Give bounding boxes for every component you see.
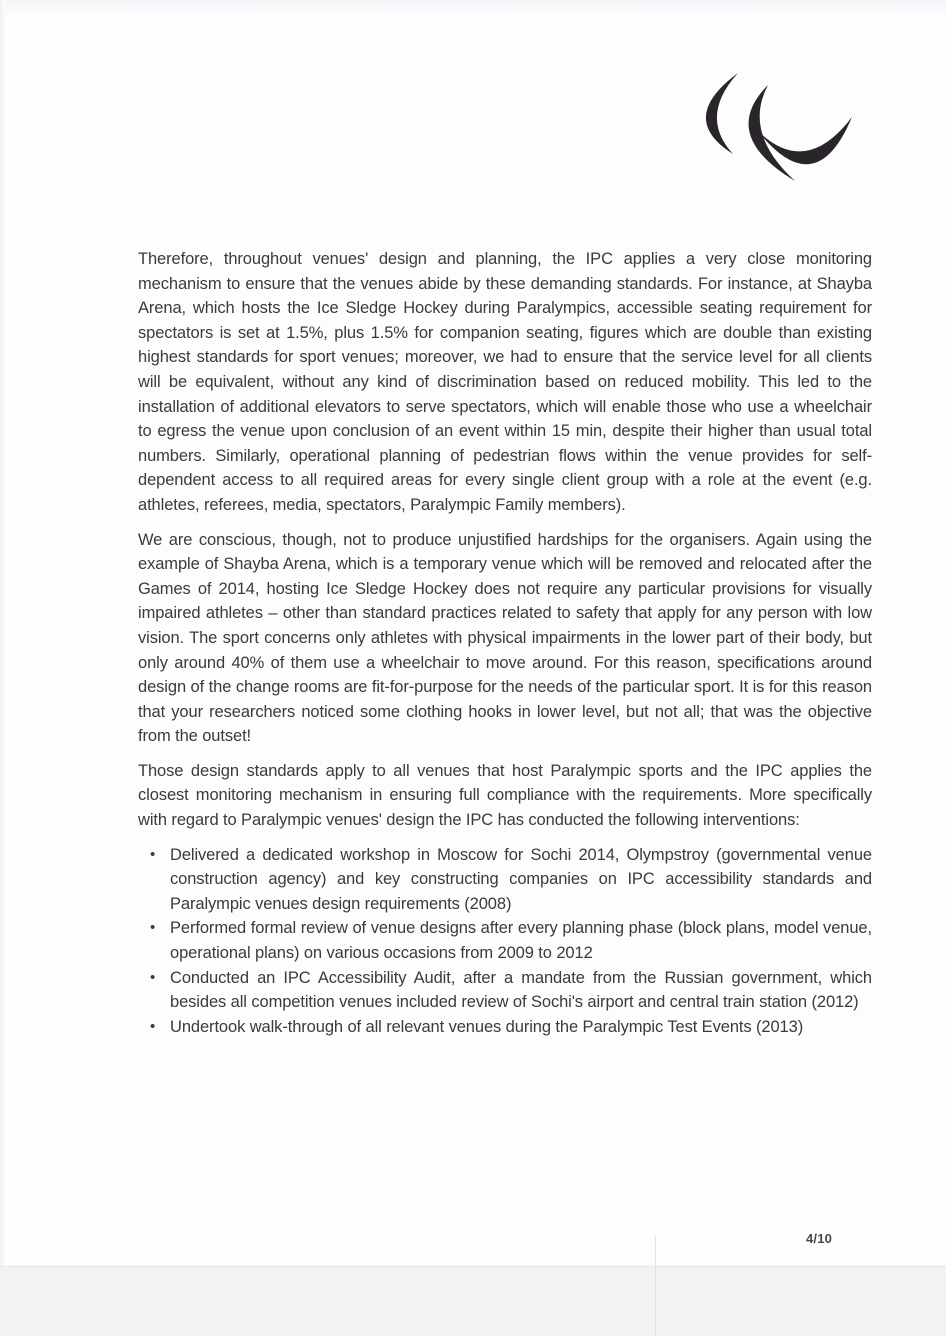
scan-edge-bottom [0,1266,946,1336]
agito-left [706,73,738,154]
bullet-marker: • [150,845,156,863]
scan-edge-left [0,0,6,1336]
bullet-text: Conducted an IPC Accessibility Audit, after a mandate from the Russian government, which besides all competition venues included review of Sochi's airport and central train station (2012) [170,968,872,1012]
page-number: 4/10 [806,1231,833,1246]
bullet-text: Delivered a dedicated workshop in Moscow for Sochi 2014, Olympstroy (governmental venue construction agency) and key constructing companies on IPC accessibility standards and Paralympic venues design requirements (2008) [170,845,872,913]
letter-body [138,247,872,1039]
scan-artifact-line [655,1236,656,1336]
bullet-text: Performed formal review of venue designs after every planning phase (block plans, model venue, operational plans) on various occasions from 2009 to 2012 [170,919,872,963]
agito-middle [749,85,795,181]
bullet-marker: • [150,968,156,986]
bullet-text: Undertook walk-through of all relevant venues during the Paralympic Test Events (2013) [170,1017,804,1036]
bullet-marker: • [150,919,156,937]
list-item-accessibility-audit [150,966,872,1015]
paragraph-design-standards: Those design standards apply to all venues that host Paralympic sports and the IPC applies the closest monitoring mechanism in ensuring full compliance with the requirements. More specifically with regard to Paralympic venues' design the IPC has conducted the following interventions: [138,761,872,830]
scan-edge-top [0,0,946,14]
paragraph-monitoring: Therefore, throughout venues' design and planning, the IPC applies a very close monitoring mechanism to ensure that the venues abide by these demanding standards. For instance, at Shayba Arena, which hosts the Ice Sledge Hockey during Paralympics, accessible seating requirement for spectators is set at 1.5%, plus 1.5% for companion seating, figures which are double than existing highest standards for sport venues; moreover, we had to ensure that the service level for all clients will be equivalent, without any kind of discrimination based on reduced mobility. This led to the installation of additional elevators to serve spectators, which will enable those who use a wheelchair to egress the venue upon conclusion of an event within 15 min, despite their higher than usual total numbers. Similarly, operational planning of pedestrian flows within the venue provides for self-dependent access to all required areas for every single client group with a role at the event (e.g. athletes, referees, media, spectators, Paralympic Family members). [138,250,872,514]
paragraph-hardships: We are conscious, though, not to produce unjustified hardships for the organisers. Again using the example of Shayba Arena, which is a temporary venue which will be removed and relocated after the Games of 2014, hosting Ice Sledge Hockey does not require any particular provisions for visually impaired athletes – other than standard practices related to safety that apply for any person with low vision. The sport concerns only athletes with physical impairments in the lower part of their body, but only around 40% of them use a wheelchair to move around. For this reason, specifications around design of the change rooms are fit-for-purpose for the needs of the particular sport. It is for this reason that your researchers noticed some clothing hooks in lower level, but not all; that was the objective from the outset! [138,530,872,746]
list-item-walk-through [150,1015,872,1040]
paralympic-agitos-logo-icon [690,60,870,200]
list-item-workshop [150,843,872,917]
list-item-formal-review [150,916,872,965]
interventions-list [138,843,872,1040]
bullet-marker: • [150,1017,156,1035]
